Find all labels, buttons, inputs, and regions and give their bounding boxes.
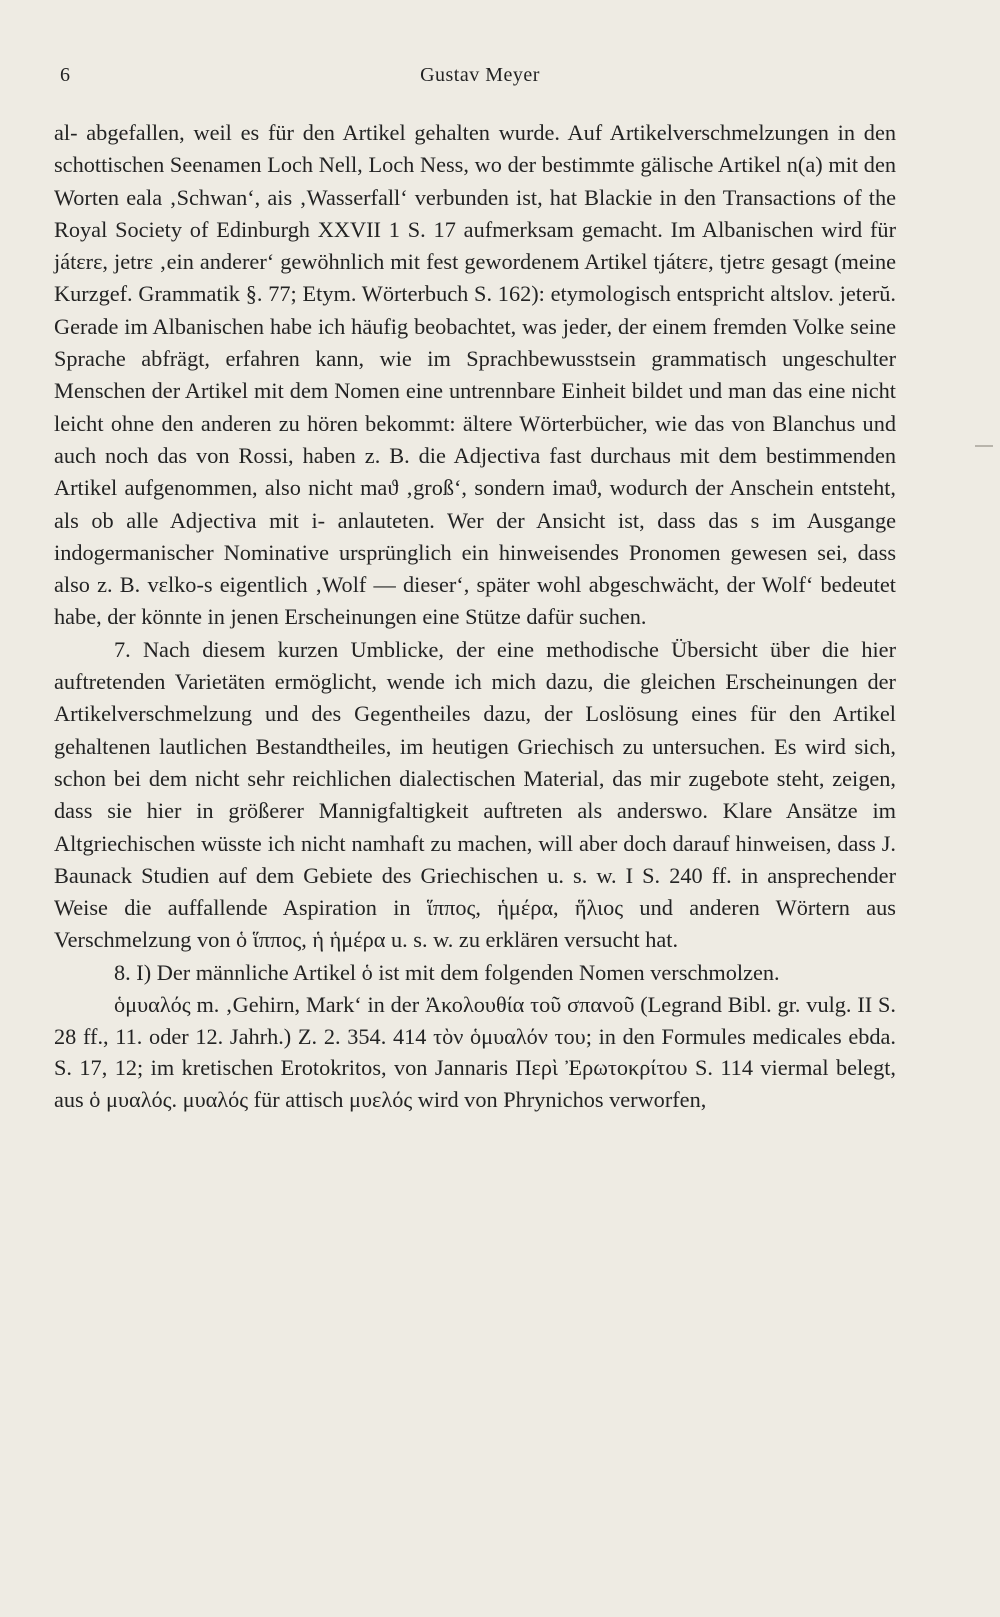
paragraph-omyalos-entry: ὁμυαλός m. ‚Gehirn, Mark‘ in der Ἀκολουθία τοῦ σπανοῦ (Legrand Bibl. gr. vulg. II S. 28 ff., 11. oder 12. Jahrh.) Z. 2. 354. 414 τὸν ὁμυαλόν του; in den Formules medicales ebda. S. 17, 12; im kretischen Erotokritos, von Jannaris Περὶ Ἐρωτοκρίτου S. 114 viermal belegt, aus ὁ μυαλός. μυαλός für attisch μυελός wird von Phrynichos verworfen, [54, 992, 896, 1112]
paragraph-section-7: 7. Nach diesem kurzen Umblicke, der eine methodische Übersicht über die hier auftretenden Varietäten ermöglicht, wende ich mich dazu, die gleichen Erscheinungen der Artikelverschmelzung und des Gegentheiles dazu, der Loslösung eines für den Artikel gehaltenen lautlichen Bestandtheiles, im heutigen Griechisch zu untersuchen. Es wird sich, schon bei dem nicht sehr reichlichen dialectischen Material, das mir zugebote steht, zeigen, dass sie hier in größerer Mannigfaltigkeit auftreten als anderswo. Klare Ansätze im Altgriechischen wüsste ich nicht namhaft zu machen, will aber doch darauf hinweisen, dass J. Baunack Studien auf dem Gebiete des Griechischen u. s. w. I S. 240 ff. in ansprechender Weise die auffallende Aspiration in ἵππος, ἡμέρα, ἥλιος und anderen Wörtern aus Verschmelzung von ὁ ἵππος, ἡ ἡμέρα u. s. w. zu erklären versucht hat. [54, 636, 896, 953]
page-header [60, 64, 900, 94]
page-number: 6 [60, 64, 71, 86]
body-text [54, 117, 896, 1115]
paragraph-section-8: 8. I) Der männliche Artikel ὁ ist mit dem folgenden Nomen verschmolzen. [114, 959, 780, 985]
margin-mark [975, 445, 993, 447]
running-title: Gustav Meyer [420, 64, 540, 86]
paragraph-continuation: al- abgefallen, weil es für den Artikel gehalten wurde. Auf Artikelverschmelzungen in den schottischen Seenamen Loch Nell, Loch Ness, wo der bestimmte gälische Artikel n(a) mit den Worten eala ‚Schwan‘, ais ‚Wasserfall‘ verbunden ist, hat Blackie in den Transactions of the Royal Society of Edinburgh XXVII 1 S. 17 aufmerksam gemacht. Im Albanischen wird für játɛrɛ, jetrɛ ‚ein anderer‘ gewöhnlich mit fest gewordenem Artikel tjátɛrɛ, tjetrɛ gesagt (meine Kurzgef. Grammatik §. 77; Etym. Wörterbuch S. 162): etymologisch entspricht altslov. jeterŭ. Gerade im Albanischen habe ich häufig beobachtet, was jeder, der einem fremden Volke seine Sprache abfrägt, erfahren kann, wie im Sprachbewusstsein grammatisch ungeschulter Menschen der Artikel mit dem Nomen eine untrennbare Einheit bildet und man das eine nicht leicht ohne den anderen zu hören bekommt: ältere Wörterbücher, wie das von Blanchus und auch noch das von Rossi, haben z. B. die Adjectiva fast durchaus mit dem bestimmenden Artikel aufgenommen, also nicht maϑ ‚groß‘, sondern imaϑ, wodurch der Anschein entsteht, als ob alle Adjectiva mit i- anlauteten. Wer der Ansicht ist, dass das s im Ausgange indogermanischer Nominative ursprünglich ein hinweisendes Pronomen gewesen sei, dass also z. B. vɛlko-s eigentlich ‚Wolf — dieser‘, später wohl abgeschwächt, der Wolf‘ bedeutet habe, der könnte in jenen Erscheinungen eine Stütze dafür suchen. [54, 120, 896, 630]
